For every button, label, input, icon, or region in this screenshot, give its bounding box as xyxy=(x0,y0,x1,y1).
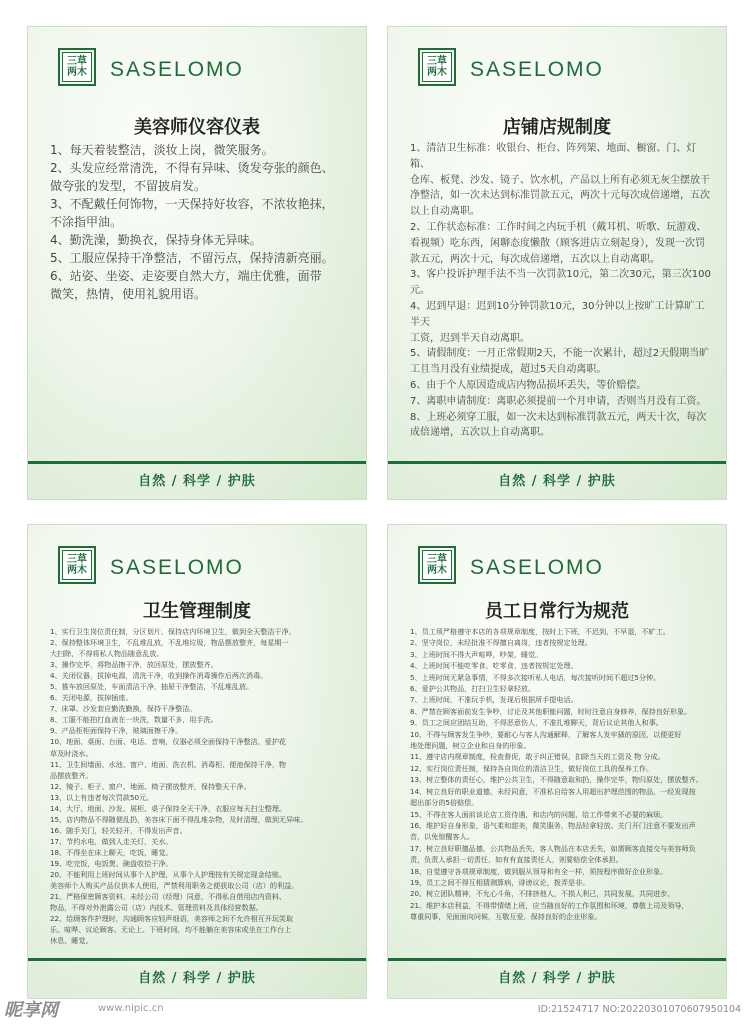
rule-line: 13、树立整体的责任心，维护公共卫生，不得随意取和扔，操作完毕，物归原处，摆放整齐。 xyxy=(410,775,703,785)
rule-line: 8、工服不能拍打血液在一块洗，数量不多，用手洗。 xyxy=(50,715,218,725)
rule-line: 3、上班时间不得大声喧哗，吵架，睡觉。 xyxy=(410,649,543,659)
logo-text-bottom: 两木 xyxy=(67,67,87,78)
logo-text-top: 三草 xyxy=(427,56,447,67)
rule-line: 1、员工须严格遵守本店的各项规章制度，按时上下班，不迟到，不早退，不旷工。 xyxy=(410,627,670,636)
rule-line: 2、头发应经常清洗，不得有异味、烫发夸张的颜色、 xyxy=(50,161,334,175)
poster-title: 店铺店规制度 xyxy=(503,117,611,138)
rule-line: 11、卫生间墙面、水池、窗户、地面、洗衣机、消毒柜、便池保持干净，物 xyxy=(50,759,287,769)
watermark-logo: 昵享网 xyxy=(4,1000,58,1021)
rule-line: 16、维护好自身形象，语气柔和甜美，微笑服务，物品轻拿轻放。关门开门注意不要发出声 xyxy=(410,820,696,830)
poster-title: 卫生管理制度 xyxy=(143,601,251,622)
rule-line: 18、自觉遵守各项规章制度，做到服从领导和有全一样，须按程序做好企业形象。 xyxy=(410,866,668,876)
rule-line: 5、工服应保持干净整洁，不留污点，保持清新亮丽。 xyxy=(50,251,334,265)
rule-line: 16、随手关门，轻关轻开，不得发出声音。 xyxy=(50,825,187,835)
rule-line: 超出部分的5倍赔偿。 xyxy=(410,798,479,808)
rule-line: 21、维护本店利益，不得带情绪上班，应当随良好的工作氛围和环境，尊敬上司及领导， xyxy=(410,900,689,910)
divider xyxy=(28,958,366,961)
poster-store-rules xyxy=(387,26,727,500)
rule-line: 草及时浇水。 xyxy=(50,748,93,758)
divider xyxy=(388,958,726,961)
logo-text-bottom: 两木 xyxy=(427,565,447,576)
rule-line: 8、上班必须穿工服，如一次未达到标准罚款五元，两天十次，每次 xyxy=(410,411,707,423)
rule-line: 仓库、板凳、沙发、镜子、饮水机，产品以上所有必须无灰尘摆放干 xyxy=(410,174,710,186)
rule-line: 乐、喧哗、议论顾客。无论上、下班时间，均不能躺在美容床或坐在工作台上 xyxy=(50,925,292,935)
poster-title: 美容师仪容仪表 xyxy=(134,117,260,138)
rule-line: 14、树立良好的职业道德，未经同意，不准私自给客人用超出护理范围的物品，一经发现按 xyxy=(410,786,696,796)
rule-line: 2、工作状态标准：工作时间之内玩手机（戴耳机、听歌、玩游戏、 xyxy=(410,221,707,233)
brand-logo xyxy=(418,546,456,584)
rule-line: 13、以上有违者每次罚款50元。 xyxy=(50,792,154,802)
rule-line: 20、树立团队精神，不允心斗角，不排挤他人，不损人利己，共同发展，共同进步。 xyxy=(410,889,675,899)
rule-line: 5、请假制度：一月正常假期2天，不能一次累计，超过2天假期当旷 xyxy=(410,348,710,360)
brand-logo xyxy=(58,546,96,584)
rules-text xyxy=(410,141,712,441)
rule-line: 1、实行卫生岗位责任制，分区划片，保持店内环境卫生，做到全天整洁干净。 xyxy=(50,627,296,636)
rule-line: 8、严禁在顾客面前发生争吵，讨论及其他职能问题，时时注意自身修养，保持良好形象。 xyxy=(410,706,692,716)
rule-line: 6、爱护公共物品，打扫卫生轻拿轻放。 xyxy=(410,684,536,694)
rule-line: 15、店内物品不得随便乱扔，美容床下面不得乱堆杂物，及时清理，做到无异味。 xyxy=(50,814,308,824)
brand-name: SASELOMO xyxy=(470,58,604,81)
poster-staff-conduct xyxy=(387,524,727,999)
rule-line: 11、遵守店内规章制度，检查督促，敢于纠正错误，扣除当天的工资及 物 分成。 xyxy=(410,752,665,762)
poster-hygiene-management xyxy=(27,524,367,999)
rule-line: 物品，不得对外泄露公司（店）内技术、管理资料及具体经营数据。 xyxy=(50,903,263,913)
watermark-site: www.nipic.cn xyxy=(98,1003,164,1014)
rule-line: 19、吃完饭，电饭煲、碗盘收拾干净。 xyxy=(50,858,173,868)
rule-line: 6、关闭电源，拔掉插座。 xyxy=(50,693,133,703)
rule-line: 2、坚守岗位，未经批准不得擅自离岗，违者按规定处理。 xyxy=(410,638,592,648)
rule-line: 3、操作完毕，将物品擦干净，放回原处，摆放整齐。 xyxy=(50,660,218,670)
rule-line: 地处理问题，树立企业和自身的形象。 xyxy=(410,741,531,751)
rule-line: 7、床罩、沙发套应勤洗勤换，保持干净整洁。 xyxy=(50,704,197,714)
rule-line: 17、节约水电，做到人走关灯，关水。 xyxy=(50,836,173,846)
rule-line: 7、上班时间，不准玩手机，发现后根据所手提电话。 xyxy=(410,695,578,705)
rule-line: 7、离职申请制度：离职必须提前一个月申请，否则当月没有工资。 xyxy=(410,395,707,407)
rule-line: 20、不能利用上班时间从事个人护理，从事个人护理按有关规定现金结账。 xyxy=(50,870,287,880)
rule-line: 14、大厅、地面、沙发、展柜、桌子保持全天干净，衣服应每天扫尘整理。 xyxy=(50,803,287,813)
rule-line: 3、不配戴任何饰物，一天保持好妆容，不浓妆艳抹， xyxy=(50,197,334,211)
rule-line: 12、实行岗位责任制，保持各自岗位的清洁卫生，做好岗位工具的保养工作。 xyxy=(410,763,654,773)
rule-line: 9、员工之间应团结互助，不得恶意伤人，不准扎堆聊天，背后议论其他人和事。 xyxy=(410,718,663,728)
divider xyxy=(28,461,366,464)
logo-text-top: 三草 xyxy=(427,554,447,565)
rule-line: 美容师个人购买产品仪供本人使用，严禁利用职务之便获取公司（店）的利益。 xyxy=(50,881,299,891)
footer-slogan: 自然 / 科学 / 护肤 xyxy=(498,971,616,986)
rule-line: 3、客户投诉护理手法不当一次罚款10元，第二次30元，第三次100元。 xyxy=(410,269,711,297)
rule-line: 款五元，两次十元，每次成倍递增，五次以上自动离职。 xyxy=(410,253,660,265)
rule-line: 5、推车放回原处，车面清洁干净，抽屉干净整洁，不乱堆乱放。 xyxy=(50,682,254,692)
rule-line: 不涂指甲油。 xyxy=(50,215,123,229)
rule-line: 以上自动离职。 xyxy=(410,206,480,218)
logo-text-bottom: 两木 xyxy=(67,565,87,576)
rules-text xyxy=(50,141,352,303)
rule-line: 1、每天着装整洁，淡妆上岗，微笑服务。 xyxy=(50,143,274,157)
footer-slogan: 自然 / 科学 / 护肤 xyxy=(138,971,256,986)
logo-text-top: 三草 xyxy=(67,56,87,67)
rule-line: 工且当月没有业绩提成，超过5天自动离职。 xyxy=(410,364,607,376)
poster-title: 员工日常行为规范 xyxy=(485,601,629,622)
rule-line: 6、站姿、坐姿、走姿要自然大方，端庄优雅，面带 xyxy=(50,269,322,283)
poster-beautician-appearance xyxy=(27,26,367,500)
rule-line: 4、关闭仪器，拔掉电源，清洗干净，收到操作消毒操作后两次消毒。 xyxy=(50,671,268,681)
rule-line: 音，以免惊醒客人。 xyxy=(410,832,474,842)
rule-line: 22、给顾客作护理时，沟通顾客应轻声细语，美容师之间不允许相互开玩笑取 xyxy=(50,914,294,924)
footer-slogan: 自然 / 科学 / 护肤 xyxy=(138,474,256,489)
brand-logo xyxy=(418,48,456,86)
rule-line: 2、保持整体环境卫生，不乱堆乱放，不乱堆垃圾，物品摆放整齐，每星期一 xyxy=(50,638,289,648)
logo-text-bottom: 两木 xyxy=(427,67,447,78)
watermark-id: ID:21524717 NO:20220301070607950104 xyxy=(537,1004,741,1015)
divider xyxy=(388,461,726,464)
rule-line: 工资，迟到半天自动离职。 xyxy=(410,332,530,344)
rule-line: 4、勤洗澡，勤换衣，保持身体无异味。 xyxy=(50,233,262,247)
rule-line: 4、上班时间不能吃零食、吃零食，违者按规定处理。 xyxy=(410,661,578,671)
rules-text xyxy=(410,626,712,923)
brand-logo xyxy=(58,48,96,86)
rule-line: 12、镜子、柜子、窗户、地面、椅子摆放整齐，保持整天干净。 xyxy=(50,781,251,791)
rule-line: 10、地面、桌面、台面、电话、音响，仪器必须全面保持干净整洁，爱护花 xyxy=(50,737,287,747)
rule-line: 大扫除，不得将私人物品随意乱放。 xyxy=(50,649,164,659)
rule-line: 4、迟到早退：迟到10分钟罚款10元，30分钟以上按旷工计算旷工半天 xyxy=(410,300,705,328)
rule-line: 责，负责人承担一切责任，如有有直接责任人，则要赔偿全体承担。 xyxy=(410,855,623,865)
rules-text xyxy=(50,626,352,946)
rule-line: 15、不得在客人面前谈论店工资待遇，和店内的问题，给工作带来不必要的麻烦。 xyxy=(410,809,668,819)
rule-line: 21、严格保密顾客资料，未经公司（经理）同意，不得私自借用店内资料、 xyxy=(50,892,287,902)
rule-line: 5、上班时间无紧急事情，不得多次接听私人电话，每次接听时间不超过5分钟。 xyxy=(410,672,661,682)
rule-line: 6、由于个人原因造成店内物品损坏丢失，等价赔偿。 xyxy=(410,379,647,391)
brand-name: SASELOMO xyxy=(110,58,244,81)
rule-line: 微笑，热情，使用礼貌用语。 xyxy=(50,287,207,301)
rule-line: 休息、睡觉。 xyxy=(50,936,93,946)
rule-line: 19、员工之间不得互相猜测算病，诽谤议论，拨弄是非。 xyxy=(410,877,590,887)
rule-line: 18、不得坐在床上聊天，吃饭，睡觉。 xyxy=(50,847,173,857)
rule-line: 1、清洁卫生标准：收银台、柜台、阵列架、地面、橱窗、门、灯箱、 xyxy=(410,143,697,170)
rule-line: 17、树立良好职德品德，公共物品丢失，客人物品在本店丢失，如需顾客直接交与美容师负 xyxy=(410,843,696,853)
footer-slogan: 自然 / 科学 / 护肤 xyxy=(498,474,616,489)
rule-line: 做夸张的发型，不留披肩发。 xyxy=(50,179,207,193)
rule-line: 看视频）吃东西，闲聊态度懒散（顾客进店立刻起身），发现一次罚 xyxy=(410,237,705,249)
rule-line: 10、不得与顾客发生争吵，要耐心与客人沟通解释，了解客人发牢骚的原因，以便更好 xyxy=(410,729,682,739)
brand-name: SASELOMO xyxy=(110,556,244,579)
rule-line: 净整洁，如一次未达到标准罚款五元，两次十元每次成倍递增，五次 xyxy=(410,190,710,202)
rule-line: 9、产品柜柜面保持干净，玻璃面擦干净。 xyxy=(50,726,183,736)
rule-line: 成倍递增，五次以上自动离职。 xyxy=(410,427,550,439)
rule-line: 品摆放整齐。 xyxy=(50,770,93,780)
rule-line: 尊重同事，见面面向问候，互敬互爱，保持良好的企业形象。 xyxy=(410,912,602,922)
brand-name: SASELOMO xyxy=(470,556,604,579)
logo-text-top: 三草 xyxy=(67,554,87,565)
